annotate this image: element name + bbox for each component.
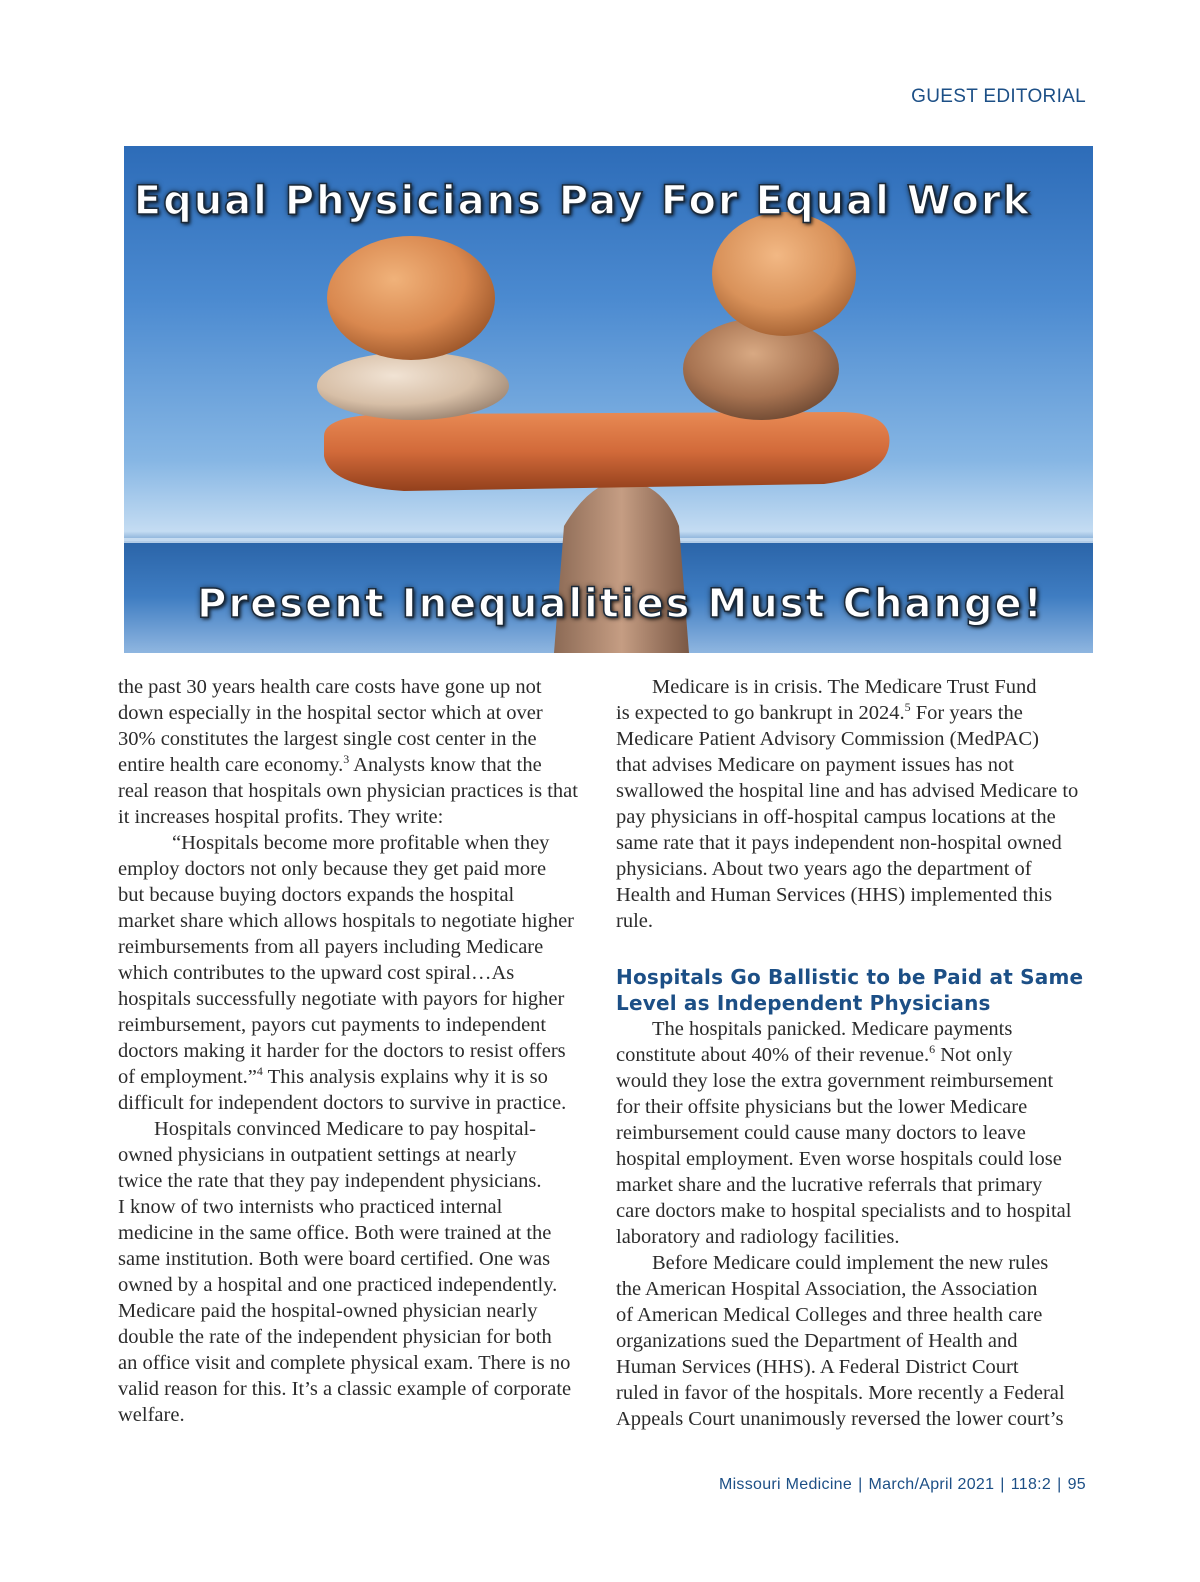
- heading-line: Hospitals Go Ballistic to be Paid at Same: [616, 965, 1084, 989]
- text-line: reimbursement could cause many doctors to leave: [616, 1122, 1026, 1144]
- text-line: Medicare paid the hospital-owned physician nearly: [118, 1300, 538, 1322]
- quote-line: employ doctors not only because they get paid more: [118, 858, 547, 880]
- text-line: an office visit and complete physical exam. There is no: [118, 1352, 571, 1374]
- hero-title-top: Equal Physicians Pay For Equal Work: [133, 178, 1032, 224]
- text-line: welfare.: [118, 1404, 185, 1426]
- separator: |: [1000, 1476, 1005, 1493]
- page-number: 95: [1067, 1476, 1086, 1493]
- text-line: care doctors make to hospital specialists and to hospital: [616, 1200, 1072, 1222]
- text-line: the past 30 years health care costs have gone up not: [118, 676, 542, 698]
- text-line: Health and Human Services (HHS) implemented this: [616, 884, 1053, 906]
- right-column: [616, 674, 1094, 1432]
- text-line: laboratory and radiology facilities.: [616, 1226, 900, 1248]
- text-line: Appeals Court unanimously reversed the lower court’s: [616, 1408, 1064, 1430]
- text-fragment: Not only: [940, 1044, 1013, 1066]
- text-line: Medicare is in crisis. The Medicare Trust Fund: [652, 676, 1037, 698]
- text-line: 30% constitutes the largest single cost center in the: [118, 728, 537, 750]
- text-fragment: is expected to go bankrupt in 2024.: [616, 702, 905, 724]
- text-line: The hospitals panicked. Medicare payments: [652, 1018, 1013, 1040]
- footnote-ref: 3: [343, 752, 350, 766]
- volume: 118:2: [1010, 1476, 1052, 1493]
- quote-line: which contributes to the upward cost spiral…As: [118, 962, 515, 984]
- text-line: real reason that hospitals own physician practices is that: [118, 780, 578, 802]
- text-line: for their offsite physicians but the lower Medicare: [616, 1096, 1028, 1118]
- page-footer: [719, 1476, 1086, 1494]
- separator: |: [858, 1476, 863, 1493]
- text-line: twice the rate that they pay independent physicians.: [118, 1170, 542, 1192]
- quote-line: doctors making it harder for the doctors to resist offers: [118, 1040, 566, 1062]
- text-line: hospital employment. Even worse hospitals could lose: [616, 1148, 1062, 1170]
- text-line: owned by a hospital and one practiced independently.: [118, 1274, 558, 1296]
- text-line: rule.: [616, 910, 653, 932]
- text-line: [118, 752, 593, 778]
- text-line: would they lose the extra government reimbursement: [616, 1070, 1054, 1092]
- text-line: same institution. Both were board certified. One was: [118, 1248, 551, 1270]
- footnote-ref: 5: [904, 700, 911, 714]
- quote-line: reimbursements from all payers including Medicare: [118, 936, 544, 958]
- footnote-ref: 4: [256, 1064, 263, 1078]
- quote-line: “Hospitals become more profitable when they: [172, 832, 550, 854]
- text-line: of American Medical Colleges and three health care: [616, 1304, 1043, 1326]
- text-line: [118, 1064, 593, 1090]
- text-line: double the rate of the independent physician for both: [118, 1326, 552, 1348]
- text-line: ruled in favor of the hospitals. More recently a Federal: [616, 1382, 1065, 1404]
- heading-line: Level as Independent Physicians: [616, 991, 991, 1015]
- text-line: the American Hospital Association, the Association: [616, 1278, 1038, 1300]
- journal-name: Missouri Medicine: [718, 1476, 853, 1493]
- text-line: difficult for independent doctors to survive in practice.: [118, 1092, 567, 1114]
- text-line: Before Medicare could implement the new rules: [652, 1252, 1049, 1274]
- text-line: it increases hospital profits. They write:: [118, 806, 444, 828]
- section-heading: [616, 964, 1094, 1016]
- text-line: Hospitals convinced Medicare to pay hospital-: [154, 1118, 536, 1140]
- text-line: that advises Medicare on payment issues has not: [616, 754, 1014, 776]
- footnote-ref: 6: [929, 1042, 936, 1056]
- text-line: Human Services (HHS). A Federal District Court: [616, 1356, 1019, 1378]
- text-fragment: Analysts know that the: [353, 754, 542, 776]
- hero-image: [124, 146, 1093, 653]
- hero-title-bottom: Present Inequalities Must Change!: [197, 581, 1044, 627]
- issue-date: March/April 2021: [868, 1476, 995, 1493]
- text-line: [616, 1042, 1094, 1068]
- quote-line: reimbursement, payors cut payments to independent: [118, 1014, 547, 1036]
- text-line: [616, 700, 1094, 726]
- text-line: same rate that it pays independent non-hospital owned: [616, 832, 1062, 854]
- text-fragment: For years the: [915, 702, 1023, 724]
- text-line: owned physicians in outpatient settings at nearly: [118, 1144, 517, 1166]
- quote-line: market share which allows hospitals to negotiate higher: [118, 910, 575, 932]
- quote-line: but because buying doctors expands the hospital: [118, 884, 515, 906]
- quote-line: hospitals successfully negotiate with payors for higher: [118, 988, 565, 1010]
- text-line: medicine in the same office. Both were trained at the: [118, 1222, 552, 1244]
- text-fragment: of employment.”: [118, 1066, 257, 1088]
- left-column: [118, 674, 593, 1428]
- section-label: GUEST EDITORIAL: [911, 86, 1086, 107]
- text-line: market share and the lucrative referrals that primary: [616, 1174, 1043, 1196]
- text-fragment: entire health care economy.: [118, 754, 344, 776]
- text-line: organizations sued the Department of Health and: [616, 1330, 1018, 1352]
- text-line: physicians. About two years ago the department of: [616, 858, 1032, 880]
- text-fragment: constitute about 40% of their revenue.: [616, 1044, 930, 1066]
- text-fragment: This analysis explains why it is so: [267, 1066, 548, 1088]
- text-line: Medicare Patient Advisory Commission (MedPAC): [616, 728, 1039, 750]
- text-line: valid reason for this. It’s a classic example of corporate: [118, 1378, 572, 1400]
- text-line: swallowed the hospital line and has advised Medicare to: [616, 780, 1079, 802]
- text-line: down especially in the hospital sector which at over: [118, 702, 543, 724]
- separator: |: [1057, 1476, 1062, 1493]
- text-line: I know of two internists who practiced internal: [118, 1196, 503, 1218]
- text-line: pay physicians in off-hospital campus locations at the: [616, 806, 1056, 828]
